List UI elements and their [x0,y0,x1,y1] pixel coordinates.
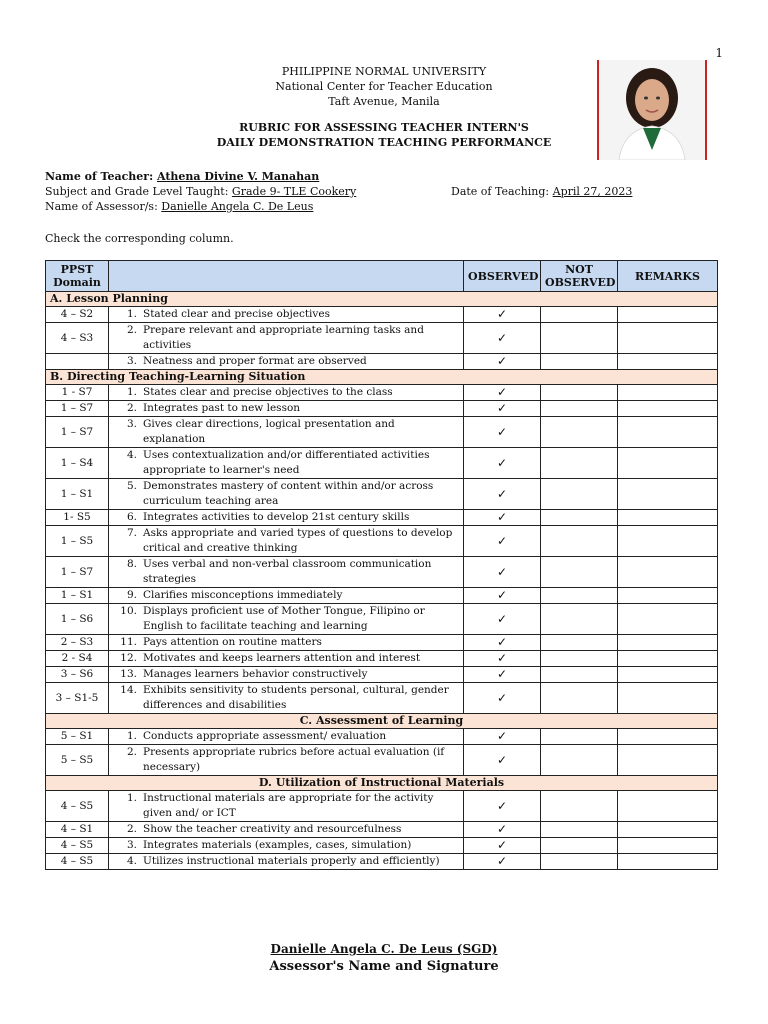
remarks-cell[interactable] [618,557,718,588]
criteria-item [113,635,459,650]
table-row [46,479,718,510]
not-observed-cell[interactable] [541,604,618,635]
observed-check-cell[interactable]: ✓ [464,635,541,651]
remarks-cell[interactable] [618,683,718,714]
criteria-cell [109,417,464,448]
criteria-cell [109,588,464,604]
not-observed-cell[interactable] [541,401,618,417]
remarks-cell[interactable] [618,323,718,354]
not-observed-cell[interactable] [541,588,618,604]
criteria-item [113,745,459,775]
criteria-text: Exhibits sensitivity to students personal, cultural, gender differences and disabilities [143,684,449,711]
ppst-domain-cell: 4 – S2 [46,307,109,323]
table-row [46,526,718,557]
criteria-item [113,854,459,869]
ppst-domain-cell: 4 – S3 [46,323,109,354]
not-observed-cell[interactable] [541,729,618,745]
criteria-cell [109,385,464,401]
observed-check-cell[interactable]: ✓ [464,354,541,370]
criteria-text: Presents appropriate rubrics before actual evaluation (if necessary) [143,746,445,773]
subject-value: Grade 9- TLE Cookery [231,185,357,198]
criteria-text: Instructional materials are appropriate for the activity given and/ or ICT [143,792,434,819]
observed-check-cell[interactable]: ✓ [464,854,541,870]
criteria-number: 3. [126,355,137,367]
observed-check-cell[interactable]: ✓ [464,729,541,745]
criteria-text: Manages learners behavior constructively [143,668,368,680]
criteria-item [113,479,459,509]
not-observed-cell[interactable] [541,510,618,526]
remarks-cell[interactable] [618,854,718,870]
rubric-table [45,260,718,870]
assessor-label: Name of Assessor/s: [45,200,162,213]
not-observed-cell[interactable] [541,557,618,588]
observed-check-cell[interactable]: ✓ [464,557,541,588]
observed-check-cell[interactable]: ✓ [464,683,541,714]
ppst-domain-cell: 1 – S1 [46,588,109,604]
criteria-text: Displays proficient use of Mother Tongue, Filipino or English to facilitate teaching and learning [143,605,425,632]
criteria-cell [109,307,464,323]
remarks-cell[interactable] [618,526,718,557]
section-title: A. Lesson Planning [46,292,718,307]
criteria-number: 9. [126,589,137,601]
center-name: National Center for Teacher Education [275,80,493,93]
criteria-text: Prepare relevant and appropriate learning tasks and activities [143,324,424,351]
criteria-cell [109,635,464,651]
title-line-1: RUBRIC FOR ASSESSING TEACHER INTERN'S [239,121,529,134]
university-name: PHILIPPINE NORMAL UNIVERSITY [281,65,487,78]
ppst-domain-cell: 5 – S1 [46,729,109,745]
not-observed-cell[interactable] [541,683,618,714]
title-line-2: DAILY DEMONSTRATION TEACHING PERFORMANCE [216,136,552,149]
criteria-item [113,510,459,525]
criteria-text: Clarifies misconceptions immediately [143,589,343,601]
criteria-text: Pays attention on routine matters [143,636,322,648]
remarks-cell[interactable] [618,822,718,838]
criteria-cell [109,745,464,776]
not-observed-cell[interactable] [541,323,618,354]
ppst-domain-cell [46,354,109,370]
table-row [46,822,718,838]
table-header-row [46,261,718,292]
criteria-text: Show the teacher creativity and resourcefulness [143,823,402,835]
criteria-number: 10. [120,605,137,617]
table-row [46,604,718,635]
criteria-cell [109,354,464,370]
table-row [46,838,718,854]
criteria-text: Uses contextualization and/or differentiated activities appropriate to learner's need [143,449,430,476]
criteria-item [113,557,459,587]
date-line [451,184,632,199]
criteria-number: 6. [126,511,137,523]
not-observed-cell[interactable] [541,822,618,838]
table-row [46,667,718,683]
remarks-cell[interactable] [618,417,718,448]
ppst-domain-cell: 4 – S1 [46,822,109,838]
assessor-line [45,199,313,214]
criteria-cell [109,683,464,714]
remarks-cell[interactable] [618,838,718,854]
table-row [46,417,718,448]
remarks-cell[interactable] [618,667,718,683]
section-row [46,776,718,791]
criteria-text: Neatness and proper format are observed [143,355,367,367]
section-row [46,714,718,729]
subject-line [45,184,356,199]
remarks-cell[interactable] [618,635,718,651]
teacher-name: Athena Divine V. Manahan [156,170,320,183]
observed-check-cell[interactable]: ✓ [464,651,541,667]
ppst-domain-cell: 3 – S1-5 [46,683,109,714]
criteria-text: Uses verbal and non-verbal classroom communication strategies [143,558,432,585]
not-observed-cell[interactable] [541,307,618,323]
table-row [46,323,718,354]
criteria-number: 3. [126,418,137,430]
observed-check-cell[interactable]: ✓ [464,588,541,604]
criteria-cell [109,838,464,854]
criteria-cell [109,557,464,588]
not-observed-cell[interactable] [541,854,618,870]
criteria-item [113,417,459,447]
teacher-label: Name of Teacher: [45,170,157,183]
ppst-domain-cell: 2 – S3 [46,635,109,651]
section-title: B. Directing Teaching-Learning Situation [46,370,718,385]
section-title: C. Assessment of Learning [46,714,718,729]
observed-check-cell[interactable]: ✓ [464,448,541,479]
criteria-number: 2. [126,324,137,336]
criteria-item [113,651,459,666]
not-observed-cell[interactable] [541,448,618,479]
observed-check-cell[interactable]: ✓ [464,838,541,854]
criteria-item [113,822,459,837]
teacher-line [45,169,319,184]
table-row [46,354,718,370]
observed-check-cell[interactable]: ✓ [464,526,541,557]
not-observed-cell[interactable] [541,417,618,448]
ppst-domain-cell: 1 – S4 [46,448,109,479]
ppst-domain-cell: 1 – S7 [46,417,109,448]
teacher-photo [597,60,707,160]
header-observed: OBSERVED [464,261,541,292]
table-row [46,588,718,604]
criteria-text: States clear and precise objectives to the class [143,386,393,398]
header-ppst-domain: PPST Domain [46,261,109,292]
criteria-number: 1. [126,308,137,320]
criteria-number: 8. [126,558,137,570]
criteria-text: Demonstrates mastery of content within and/or across curriculum teaching area [143,480,434,507]
criteria-item [113,791,459,821]
ppst-domain-cell: 1 – S1 [46,479,109,510]
observed-check-cell[interactable]: ✓ [464,323,541,354]
criteria-number: 4. [126,855,137,867]
criteria-number: 12. [120,652,137,664]
criteria-number: 1. [126,792,137,804]
criteria-item [113,838,459,853]
criteria-item [113,683,459,713]
criteria-number: 13. [120,668,137,680]
observed-check-cell[interactable]: ✓ [464,510,541,526]
remarks-cell[interactable] [618,745,718,776]
not-observed-cell[interactable] [541,385,618,401]
section-row [46,370,718,385]
ppst-domain-cell: 1 – S7 [46,557,109,588]
observed-check-cell[interactable]: ✓ [464,822,541,838]
table-row [46,385,718,401]
criteria-cell [109,526,464,557]
instruction-text: Check the corresponding column. [45,232,234,245]
remarks-cell[interactable] [618,354,718,370]
criteria-text: Integrates materials (examples, cases, simulation) [143,839,412,851]
remarks-cell[interactable] [618,651,718,667]
criteria-number: 2. [126,746,137,758]
remarks-cell[interactable] [618,729,718,745]
criteria-cell [109,729,464,745]
observed-check-cell[interactable]: ✓ [464,791,541,822]
criteria-text: Conducts appropriate assessment/ evaluation [143,730,387,742]
criteria-text: Integrates activities to develop 21st century skills [143,511,410,523]
page-number: 1 [715,46,723,60]
criteria-number: 11. [120,636,137,648]
criteria-number: 2. [126,823,137,835]
criteria-text: Utilizes instructional materials properly and efficiently) [143,855,440,867]
ppst-domain-cell: 1- S5 [46,510,109,526]
criteria-number: 14. [120,684,137,696]
observed-check-cell[interactable]: ✓ [464,385,541,401]
criteria-cell [109,854,464,870]
header-criteria [109,261,464,292]
observed-check-cell[interactable]: ✓ [464,745,541,776]
not-observed-cell[interactable] [541,635,618,651]
assessor-signature-caption: Assessor's Name and Signature [269,959,499,974]
observed-check-cell[interactable]: ✓ [464,307,541,323]
address: Taft Avenue, Manila [328,95,440,108]
criteria-number: 2. [126,402,137,414]
table-row [46,307,718,323]
criteria-cell [109,448,464,479]
table-row [46,854,718,870]
ppst-domain-cell: 2 - S4 [46,651,109,667]
ppst-domain-cell: 4 – S5 [46,854,109,870]
criteria-item [113,729,459,744]
criteria-cell [109,822,464,838]
table-row [46,791,718,822]
criteria-number: 7. [126,527,137,539]
table-row [46,448,718,479]
observed-check-cell[interactable]: ✓ [464,401,541,417]
criteria-item [113,307,459,322]
assessor-signature-name: Danielle Angela C. De Leus (SGD) [270,942,498,956]
table-row [46,510,718,526]
criteria-number: 5. [126,480,137,492]
criteria-number: 1. [126,386,137,398]
table-row [46,635,718,651]
criteria-item [113,588,459,603]
table-row [46,745,718,776]
criteria-text: Stated clear and precise objectives [143,308,330,320]
not-observed-cell[interactable] [541,745,618,776]
ppst-domain-cell: 3 – S6 [46,667,109,683]
remarks-cell[interactable] [618,385,718,401]
remarks-cell[interactable] [618,448,718,479]
rubric-body [46,292,718,870]
criteria-text: Gives clear directions, logical presentation and explanation [143,418,395,445]
remarks-cell[interactable] [618,791,718,822]
ppst-domain-cell: 1 – S6 [46,604,109,635]
criteria-cell [109,791,464,822]
criteria-item [113,604,459,634]
criteria-cell [109,667,464,683]
not-observed-cell[interactable] [541,526,618,557]
remarks-cell[interactable] [618,401,718,417]
criteria-cell [109,401,464,417]
signature-block [0,940,768,976]
criteria-number: 3. [126,839,137,851]
criteria-text: Motivates and keeps learners attention and interest [143,652,421,664]
criteria-item [113,667,459,682]
not-observed-cell[interactable] [541,651,618,667]
header-remarks: REMARKS [618,261,718,292]
observed-check-cell[interactable]: ✓ [464,604,541,635]
not-observed-cell[interactable] [541,354,618,370]
criteria-item [113,385,459,400]
remarks-cell[interactable] [618,307,718,323]
ppst-domain-cell: 1 – S5 [46,526,109,557]
observed-check-cell[interactable]: ✓ [464,417,541,448]
criteria-cell [109,510,464,526]
table-row [46,683,718,714]
criteria-item [113,448,459,478]
not-observed-cell[interactable] [541,667,618,683]
table-row [46,401,718,417]
observed-check-cell[interactable]: ✓ [464,667,541,683]
ppst-domain-cell: 4 – S5 [46,838,109,854]
criteria-text: Integrates past to new lesson [143,402,301,414]
criteria-item [113,401,459,416]
remarks-cell[interactable] [618,479,718,510]
not-observed-cell[interactable] [541,838,618,854]
observed-check-cell[interactable]: ✓ [464,479,541,510]
criteria-number: 1. [126,730,137,742]
header-not-observed: NOT OBSERVED [541,261,618,292]
ppst-domain-cell: 1 – S7 [46,401,109,417]
ppst-domain-cell: 5 – S5 [46,745,109,776]
criteria-cell [109,604,464,635]
remarks-cell[interactable] [618,510,718,526]
criteria-cell [109,651,464,667]
subject-label: Subject and Grade Level Taught: [45,185,232,198]
table-row [46,557,718,588]
criteria-item [113,354,459,369]
criteria-text: Asks appropriate and varied types of questions to develop critical and creative thinking [143,527,453,554]
section-title: D. Utilization of Instructional Materials [46,776,718,791]
table-row [46,729,718,745]
table-row [46,651,718,667]
criteria-cell [109,479,464,510]
section-row [46,292,718,307]
date-label: Date of Teaching: [451,185,553,198]
not-observed-cell[interactable] [541,479,618,510]
remarks-cell[interactable] [618,604,718,635]
criteria-item [113,323,459,353]
criteria-item [113,526,459,556]
ppst-domain-cell: 4 – S5 [46,791,109,822]
ppst-domain-cell: 1 - S7 [46,385,109,401]
assessor-value: Danielle Angela C. De Leus [161,200,314,213]
not-observed-cell[interactable] [541,791,618,822]
date-value: April 27, 2023 [552,185,633,198]
remarks-cell[interactable] [618,588,718,604]
criteria-number: 4. [126,449,137,461]
criteria-cell [109,323,464,354]
